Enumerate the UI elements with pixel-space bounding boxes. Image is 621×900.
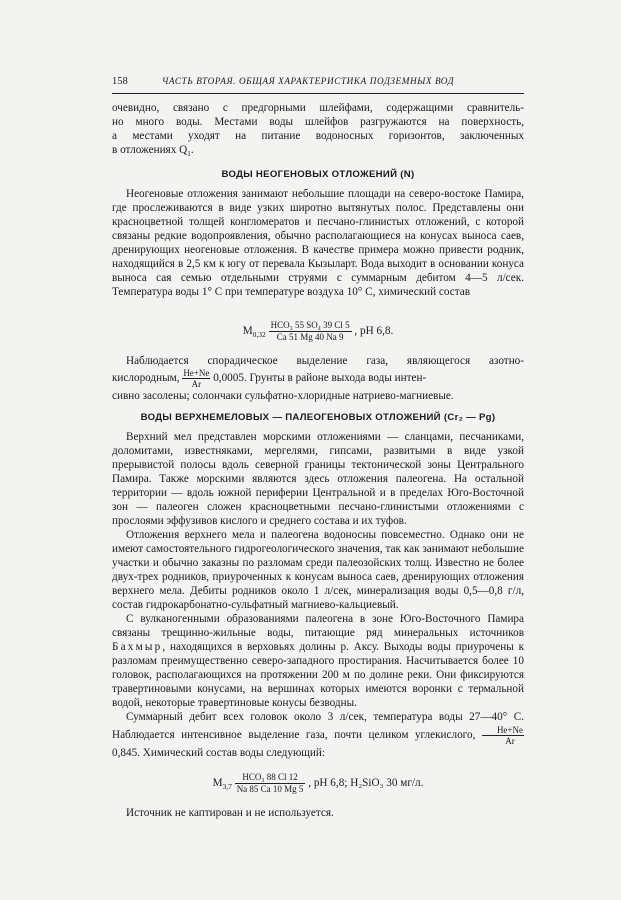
formula1-m: $M_{0,32}$	[242, 325, 266, 340]
gas-line-1: Наблюдается спорадическое выделение газа, являющегося азотно-	[126, 355, 524, 367]
gas-ratio-fraction: $\frac{He+Ne}{Ar}$	[183, 368, 210, 389]
formula2-fraction	[235, 772, 306, 795]
final-paragraph	[112, 806, 524, 820]
formula2-tail: , pH 6,8; H₂SiO₃ 30 мг/л.	[308, 777, 424, 790]
intro-paragraph	[112, 101, 524, 161]
section2-para1: Верхний мел представлен морскими отложениями — сланцами, песчаниками, доломитами, известняками, мергелями, гипсами, развитыми в виде узкой прерывистой полосы вдоль северной границы тектонической зоны Центрального Памира. Также морскими являются здесь отложения палеогена. На остальной территории — вдоль южной периферии Центральной и в пределах Юго-Восточной зон — палеоген сложен красноцветными песчано-глинистыми отложениями с прослоями эффузивов кислого и среднего состава и их туфов.	[112, 431, 524, 527]
section2-para4: Суммарный дебит всех головок около 3 л/сек, температура воды 27—40° С. Наблюдается интенсивное выделение газа, почти целиком углекислого, $\frac{He+Ne}{Ar}$ 0,845. Химический состав воды следующий:	[112, 711, 524, 759]
gas-line-3: сивно засолены; солончаки сульфатно-хлоридные натриево-магниевые.	[112, 390, 454, 402]
section-heading-neogene: ВОДЫ НЕОГЕНОВЫХ ОТЛОЖЕНИЙ (N)	[221, 169, 415, 180]
intro-line-1: очевидно, связано с предгорными шлейфами, содержащими сравнитель-	[112, 102, 524, 114]
section1-paragraph	[112, 187, 524, 299]
page-number: 158	[112, 76, 128, 87]
intro-line-2: но много воды. Местами воды шлейфов разгружаются на поверхность,	[112, 116, 524, 128]
final-sentence: Источник не каптирован и не используется.	[126, 807, 334, 819]
running-title: ЧАСТЬ ВТОРАЯ. ОБЩАЯ ХАРАКТЕРИСТИКА ПОДЗЕМНЫХ ВОД	[162, 76, 455, 86]
formula2-denominator: Na 85 Ca 10 Mg 5	[236, 784, 304, 794]
formula-2	[112, 772, 524, 795]
formula2-m: $M_{3,7}$	[212, 777, 232, 792]
section2-para2: Отложения верхнего мела и палеогена водоносны повсеместно. Однако они не имеют самостоятельного гидрогеологического значения, так как занимают небольшие участки и обычно заказны по разломам среди палеозойских толщ. Известно не более двух-трех родников, приуроченных к конусам выноса саев, дренирующих отложения верхнего мела. Дебиты родников около 1 л/сек, минерализация воды 0,5—0,8 г/л, состав гидрокарбонатно-сульфатный магниево-кальциевый.	[112, 529, 524, 611]
formula1-fraction	[269, 320, 352, 343]
formula2-numerator: HCO₃ 88 Cl 12	[235, 772, 306, 784]
gas-paragraph	[112, 354, 524, 403]
formula1-ph: , pH 6,8.	[354, 325, 394, 338]
gas-ratio-fraction-2: $\frac{He+Ne}{Ar}$	[482, 725, 524, 746]
formula1-numerator: HCO₃ 55 SO₄ 39 Cl 5	[270, 320, 350, 330]
section2-para3: С вулканогенными образованиями палеогена в зоне Юго-Восточного Памира связаны трещинно-жильные воды, питающие ряд минеральных источников Бахмыр, находящихся в верховьях долины р. Аксу. Выходы воды приурочены к разломам преимущественно северо-западного простирания. Насчитывается более 10 головок, располагающихся на протяжении 200 м по долине реки. Они фиксируются травертиновыми конусами, на вершинах которых имеются воронки с термальной водой, некоторые травертиновые конусы безводны.	[112, 613, 524, 709]
gas-line-2: кислородным, $\frac{He+Ne}{Ar}$ 0,0005. Грунты в районе выхода воды интен-	[112, 368, 427, 389]
section-heading-cretaceous-paleogene: ВОДЫ ВЕРХНЕМЕЛОВЫХ — ПАЛЕОГЕНОВЫХ ОТЛОЖЕНИЙ (Cr₂ — Pg)	[140, 412, 496, 423]
formula1-denominator: Ca 51 Mg 40 Na 9	[276, 332, 344, 342]
formula-1	[112, 320, 524, 343]
intro-line-3: а местами уходят на питание водоносных горизонтов, заключенных	[112, 130, 524, 142]
header-rule	[112, 93, 524, 94]
intro-line-4: в отложениях $Q_1$.	[112, 144, 194, 159]
place-name: Бахмыр	[112, 641, 163, 653]
section2-body	[112, 430, 524, 761]
section1-body: Неогеновые отложения занимают небольшие площади на северо-востоке Памира, где прослеживаются в виде узких широтно вытянутых полос. Представлены они красноцветной толщей конгломератов и песчано-глинистых отложений, с которой связаны редкие водопроявления, обычно располагающиеся на конусах выноса саев, дренирующих неогеновые отложения. В качестве примера можно привести родник, находящийся в 2,5 км к югу от перевала Кызыларт. Вода выходит в основании конуса выноса сая семью отдельными струями с суммарным дебитом 4—5 л/сек. Температура воды 1° С при температуре воздуха 10° С, химический состав	[112, 188, 524, 298]
